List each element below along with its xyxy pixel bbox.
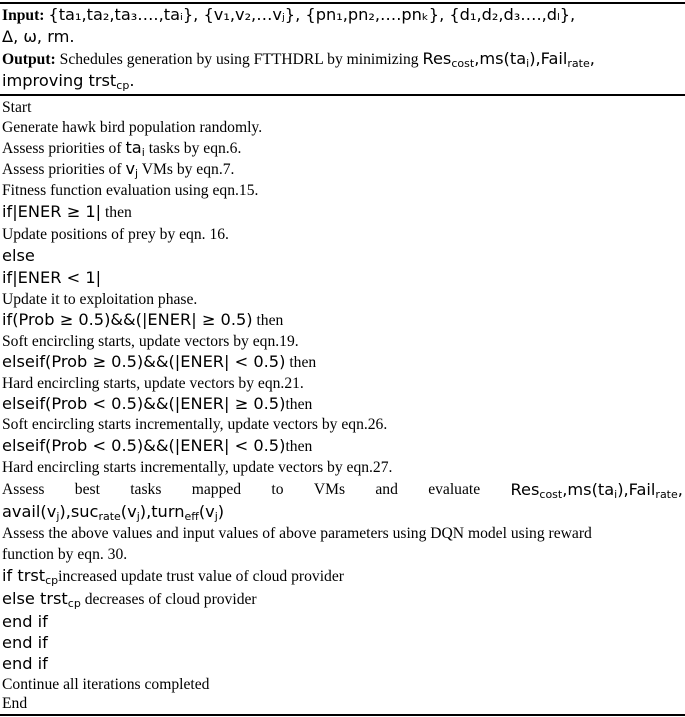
step-if-ener-ge: if|ENER ≥ 1| then xyxy=(2,202,132,221)
step-assess-vms: Assess priorities of $v_j$ VMs by eqn.7. xyxy=(2,159,235,180)
step-dqn: Assess the above values and input values of above parameters using DQN model using reward xyxy=(2,525,592,542)
output-label: Output: xyxy=(2,51,56,68)
step-continue: Continue all iterations completed xyxy=(2,676,210,693)
step-end-if-2: end if xyxy=(2,633,48,652)
input-line xyxy=(2,6,683,25)
output-text: Schedules generation by using FTTHDRL by minimizing xyxy=(59,51,419,68)
step-elseif-prob-3: elseif(Prob < 0.5)&&(|ENER| ≥ 0.5)then xyxy=(2,394,313,413)
step-reward: function by eqn. 30. xyxy=(2,546,128,563)
output-improving: improving trst$_{cp}$. xyxy=(2,71,135,92)
step-start: Start xyxy=(2,99,32,116)
assess-metrics: $Res_{cost},ms(ta_i),Fail_{rate}$, xyxy=(510,480,683,501)
header-rule xyxy=(0,94,685,96)
step-fitness: Fitness function evaluation using eqn.15. xyxy=(2,182,259,199)
step-exploitation: Update it to exploitation phase. xyxy=(2,291,198,308)
input-sets: {ta₁,ta₂,ta₃….,taᵢ}, {v₁,v₂,…vⱼ}, {pn₁,pn₂,….pnₖ}, {d₁,d₂,d₃….,dₗ}, xyxy=(48,5,576,24)
step-if-trust: if trst$_{cp}$increased update trust value of cloud provider xyxy=(2,566,344,587)
step-hard-encircling: Hard encircling starts, update vectors by eqn.21. xyxy=(2,375,304,392)
step-update-prey: Update positions of prey by eqn. 16. xyxy=(2,226,229,243)
step-else: else xyxy=(2,246,35,265)
step-if-prob-1: if(Prob ≥ 0.5)&&(|ENER| ≥ 0.5) then xyxy=(2,310,284,329)
step-assess-best: Assess best tasks mapped to VMs and evaluate $Res_{cost},ms(ta_i),Fail_{rate}$, xyxy=(2,481,683,504)
output-metrics: $Res_{cost},ms(ta_i),Fail_{rate}$, xyxy=(422,49,595,70)
output-line xyxy=(2,50,683,73)
step-generate: Generate hawk bird population randomly. xyxy=(2,119,263,136)
step-elseif-prob-4: elseif(Prob < 0.5)&&(|ENER| < 0.5)then xyxy=(2,436,313,455)
top-rule xyxy=(0,2,685,4)
step-end-if-3: end if xyxy=(2,654,48,673)
input-label: Input: xyxy=(2,7,45,24)
step-soft-encircling: Soft encircling starts, update vectors by eqn.19. xyxy=(2,333,299,350)
bottom-rule xyxy=(0,714,685,716)
step-end-if-1: end if xyxy=(2,612,48,631)
step-else-trust: else trst$_{cp}$ decreases of cloud provider xyxy=(2,589,257,610)
step-hard-incremental: Hard encircling starts incrementally, update vectors by eqn.27. xyxy=(2,459,393,476)
step-if-ener-lt: if|ENER < 1| xyxy=(2,268,102,287)
input-params: Δ, ω, rm. xyxy=(2,27,75,46)
step-avail-metrics: $avail(v_j),suc_{rate}(v_j),turn_{eff}(v_j)$ xyxy=(2,502,225,523)
step-assess-tasks: Assess priorities of $ta_i$ tasks by eqn.6. xyxy=(2,138,242,159)
step-soft-incremental: Soft encircling starts incrementally, update vectors by eqn.26. xyxy=(2,416,388,433)
step-end: End xyxy=(2,695,28,712)
step-elseif-prob-2: elseif(Prob ≥ 0.5)&&(|ENER| < 0.5) then xyxy=(2,352,317,371)
